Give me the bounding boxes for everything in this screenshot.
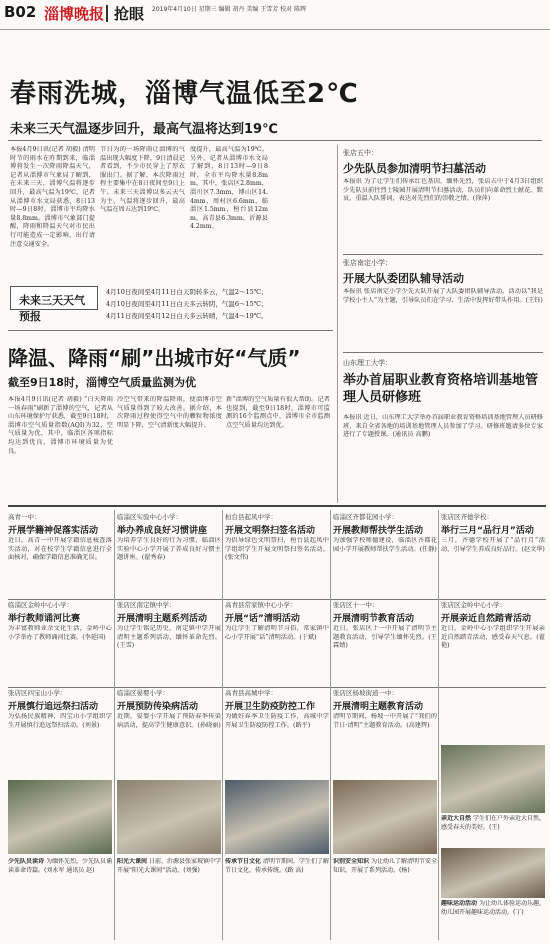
grid-item-body: 为加强学校师德建设，临淄区齐都花园小学开展教师帮扶学生活动。(任静) — [333, 537, 437, 553]
grid-item-location: 张店区十一中： — [333, 601, 379, 609]
page-number: B02 — [4, 3, 37, 21]
air-subheadline: 截至9日18时，淄博空气质量监测为优 — [8, 376, 196, 389]
lead-headline: 春雨洗城，淄博气温低至2℃ — [10, 79, 359, 109]
column-divider — [114, 510, 115, 940]
column-divider — [222, 510, 223, 940]
grid-item-body: 为培养学生良好的行为习惯，临淄区实验中心小学开展了养成良好习惯主题讲座。(翟秀春) — [117, 537, 221, 562]
grid-item-title: 开展教师帮扶学生活动 — [333, 526, 424, 536]
grid-item-body: 为弘扬民族精神，四宝山小学组织学生开展慎行追远祭扫活动。(刘景) — [8, 713, 112, 729]
photo-caption-title: 亲近大自然 — [441, 815, 472, 822]
photo-caption-title: 少先队员读诗 — [8, 858, 45, 865]
grid-item-location: 张店区杨坡街道一中： — [333, 689, 398, 697]
grid-item-location: 桓台县起凤中学： — [225, 513, 277, 521]
grid-item-title: 开展学籍神促落实活动 — [8, 526, 99, 536]
forecast-line: 4月10日夜间至4月11日白天多云转阴，气温6～15℃； — [106, 300, 268, 308]
grid-item-location: 张店区南定镇中学： — [117, 601, 176, 609]
right-loc-1: 张店五中： — [343, 149, 378, 157]
air-headline: 降温、降雨“刷”出城市好“气质” — [8, 346, 301, 370]
column-divider — [438, 510, 439, 940]
air-body-3: 新”淄博的空气质量有很大帮助。记者也提到，截至9日18时，淄博市可监测的16个监测点中，淄博市全市监测点空气质量均达到优。 — [226, 396, 330, 429]
grid-item-location: 临淄区齐都花园小学： — [333, 513, 398, 521]
photo-caption — [225, 858, 329, 890]
grid-item-title: 举行教师诵河比赛 — [8, 614, 81, 624]
right-title-3: 举办首届职业教育资格培训基地管理人员研修班 — [343, 373, 539, 405]
grid-item-title: 开展卫生防疫防控工作 — [225, 702, 316, 712]
lead-subheadline: 未来三天气温逐步回升，最高气温将达到19℃ — [10, 122, 278, 137]
news-photo — [333, 780, 437, 854]
grid-item-location: 高青县高城中学： — [225, 689, 277, 697]
air-body-2: 冷空气带来的降温降雨，使淄博市空气质量得到了较大改善。据介绍，本次降雨过程使得空气中的颗粒物浓度明显下降，空气清新度大幅提升。 — [117, 396, 222, 429]
grid-item-title: 开展“话”清明活动 — [225, 614, 300, 624]
grid-item-body: 近日，金岭中心小学组织学生开展亲近自然踏青活动，感受春天气息。(翟艳) — [441, 625, 545, 650]
grid-item-location: 张店区四宝山小学： — [8, 689, 67, 697]
paper-name: 淄博晚报 — [44, 5, 105, 23]
right-title-2: 开展大队委团队辅导活动 — [343, 272, 464, 285]
grid-item-title: 开展预防传染病活动 — [117, 702, 199, 712]
grid-item-location: 临淄区实验中心小学： — [117, 513, 182, 521]
section-name: 抢眼 — [114, 5, 145, 23]
photo-caption — [117, 858, 221, 890]
grid-item-location: 张店区齐德学校： — [441, 513, 493, 521]
photo-caption-text: 为让幼儿体验运动乐趣，幼儿园开展趣味运动活动。(丁) — [441, 900, 545, 916]
divider — [8, 330, 333, 331]
grid-item-body: 为让学生了解清明节习俗，常家镇中心小学开展“话”清明活动。(于斌) — [225, 625, 329, 641]
masthead-divider — [106, 5, 108, 22]
news-photo — [8, 780, 112, 854]
photo-caption — [333, 858, 437, 890]
masthead — [0, 0, 550, 30]
right-loc-2: 张店南定小学： — [343, 259, 392, 267]
divider — [343, 352, 543, 353]
grid-item-title: 举办养成良好习惯讲座 — [117, 526, 208, 536]
photo-caption — [441, 815, 545, 847]
grid-item-location: 临淄区晏婴小学： — [117, 689, 169, 697]
forecast-line: 4月10日夜间至4月11日白天阴转多云，气温2～15℃； — [106, 288, 268, 296]
column-divider — [337, 145, 338, 503]
lead-body-3: 度提升，最高气温为19℃。另外，记者从淄博市水文局了解到，8日13时—9日8时，全市平均降水量8.8mm，其中，张店区2.8mm，淄川区7.3mm，博山区14.4mm，周村区6.6mm，临淄区1.5mm，桓台县12mm，高青县6.3mm，沂源县4.2mm。 — [190, 146, 268, 231]
section-divider — [8, 505, 546, 507]
lead-body-1: 本报4月9日讯(记者 胡毅) 清明时节的雨水在昨期到来，临淄博将发生一次降雨降温天气，记者从淄博市气象局了解到，在未来三天，淄博气温将逐步回升，最高气温为19℃，记者从淄博市水文局获悉，8日13时—9日8时，淄博市平均降水量8.8mm。淄博市气象部门提醒，降雨和降温天气对市民出行可能造成一定影响，出行请注意交通安全。 — [10, 146, 95, 248]
forecast-box-title: 未来三天天气预报 — [10, 286, 98, 310]
photo-caption — [8, 858, 112, 890]
grid-item-location: 张店区金岭中心小学： — [441, 601, 506, 609]
photo-caption — [441, 900, 545, 932]
right-body-3: 本报讯 近日，山东理工大学举办首届职业教育资格培训基地管理人员研修班，来自全省各地的培训基地管理人员参加了学习。研修班邀请多位专家进行了专题授课。(通讯员 高鹏) — [343, 414, 543, 439]
news-photo — [225, 780, 329, 854]
grid-item-location: 高青县常家镇中心小学： — [225, 601, 297, 609]
photo-caption-text: 日前，沂源县张家坡镇中学开展“阳光大课间”活动。(刘强) — [117, 858, 221, 874]
news-photo — [441, 848, 545, 898]
grid-item-title: 开展慎行追远祭扫活动 — [8, 702, 99, 712]
grid-item-location: 高青一中： — [8, 513, 41, 521]
divider — [8, 140, 542, 141]
grid-item-body: 近日，高青一中开展学籍信息核查落实活动，对在校学生学籍信息进行全面核对，确保学籍信息准确无误。 — [8, 537, 112, 562]
photo-caption-text: 为缅怀先烈，少先队员诵读革命诗篇。(刘永军 通讯员 赵) — [8, 858, 112, 874]
grid-item-title: 开展清明主题系列活动 — [117, 614, 208, 624]
grid-item-body: 三月，齐德学校开展了“品行月”活动，引导学生养成良好品行。(赵文华) — [441, 537, 545, 553]
grid-item-body: 为丰富教师业余文化生活，金岭中心小学举办了教师诵河比赛。(李延国) — [8, 625, 112, 641]
right-body-1: 本报讯 为了让学生们传承红色基因，缅怀先烈，张店五中于4月3日组织少先队员前往烈士陵园开展清明节扫墓活动，队员们向革命烈士献花、默哀，重温入队誓词，表达对先烈们的崇敬之情。(徐萍) — [343, 178, 543, 203]
photo-caption-title: 传承节日文化 — [225, 858, 262, 865]
grid-item-body: 为倡导绿色文明祭扫，桓台县起凤中学组织学生开展文明祭扫签名活动。(张文伟) — [225, 537, 329, 562]
photo-caption-title: 趣味运动活动 — [441, 900, 478, 907]
masthead-meta: 2019年4月10日 星期三 编辑 胡丹 美编 王雪芳 校对 陈辉 — [152, 6, 307, 13]
grid-item-title: 开展文明祭扫签名活动 — [225, 526, 316, 536]
grid-item-body: 近期，晏婴小学开展了预防春季传染病活动，提高学生健康意识。(孙晓丽) — [117, 713, 221, 729]
right-body-2: 本报讯 张店南定小学少先大队开展了大队委团队辅导活动，活动以“我是学校小主人”为主题，引导队员们在学习、生活中发挥好带头作用。(王钰) — [343, 288, 543, 304]
grid-item-title: 举行三月“品行月”活动 — [441, 526, 534, 536]
column-divider — [330, 510, 331, 940]
grid-item-title: 开展清明主题教育活动 — [333, 702, 424, 712]
right-loc-3: 山东理工大学： — [343, 359, 392, 367]
photo-caption-text: 学生们在户外亲近大自然，感受春天的美好。(王) — [441, 815, 545, 831]
lead-body-2: 节日为的一场降雨让淄博的气温出现大幅度下降，9日清晨记者看到，不少市民穿上了厚衣服出门。据了解，本次降雨过程主要集中在8日夜间至9日上午。未来三天淄博以多云天气为主，气温将逐步回升，最高气温在周五达到19℃。 — [100, 146, 185, 214]
grid-item-body: 清明节期间，杨坡一中开展了“我们的节日·清明”主题教育活动。(高建辉) — [333, 713, 437, 729]
news-photo — [117, 780, 221, 854]
grid-item-body: 近日，张店区十一中开展了清明节主题教育活动，引导学生缅怀先烈。(王霖婧) — [333, 625, 437, 650]
grid-item-body: 为让学生铭记历史，南定镇中学开展清明主题系列活动，缅怀革命先烈。(王雪) — [117, 625, 221, 650]
divider — [8, 687, 546, 688]
news-photo — [441, 745, 545, 813]
grid-item-location: 临淄区金岭中心小学： — [8, 601, 73, 609]
air-body-1: 本报4月9日讯(记者 胡毅) “白天降雨一场春雨”刷新了淄博的空气，记者从山东环境保护厅获悉，截至9日18时，淄博市空气质量指数(AQI)为32，空气质量为优，其中，临淄区各项指标均达到优良，淄博市环境质量为优良。 — [8, 396, 113, 455]
right-title-1: 少先队员参加清明节扫墓活动 — [343, 162, 486, 175]
grid-item-title: 开展清明节教育活动 — [333, 614, 415, 624]
photo-caption-text: 为让幼儿了解清明节安全知识，开展了系列活动。(杨) — [333, 858, 437, 874]
grid-item-body: 为做好春季卫生防疫工作，高城中学开展卫生防疫防控工作。(路平) — [225, 713, 329, 729]
photo-caption-text: 清明节期间，学生们了解节日文化、传承传统。(路 高) — [225, 858, 329, 874]
divider — [343, 254, 543, 255]
grid-item-title: 开展亲近自然踏青活动 — [441, 614, 532, 624]
photo-caption-title: 识别安全知识 — [333, 858, 370, 865]
divider — [8, 599, 546, 600]
photo-caption-title: 阳光大课间 — [117, 858, 148, 865]
forecast-line: 4月11日夜间至4月12日白天多云转晴，气温4～19℃。 — [106, 312, 268, 320]
